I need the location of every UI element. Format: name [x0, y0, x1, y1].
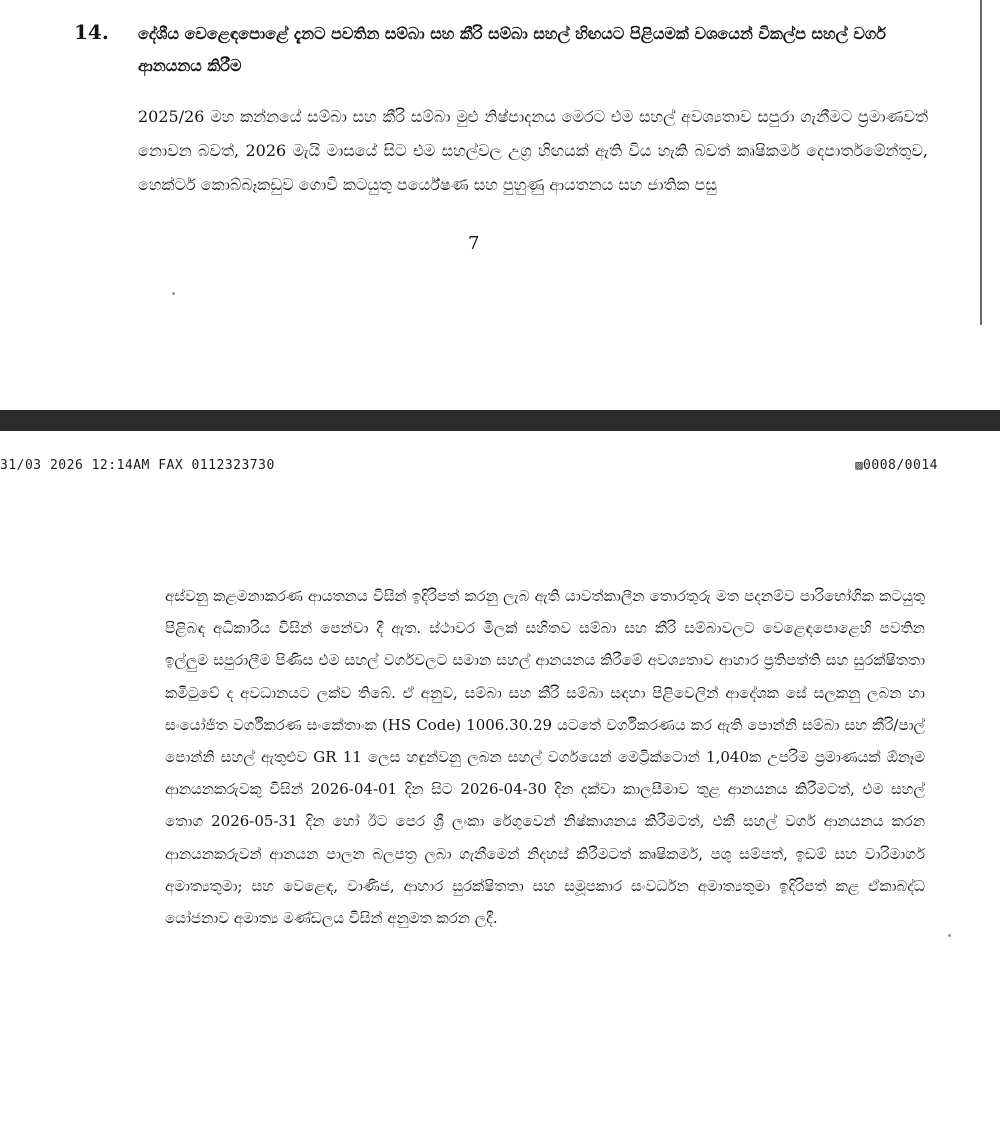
upper-page: [0, 0, 1000, 410]
fax-page-icon: ▨: [855, 458, 864, 472]
scan-speck: [172, 292, 175, 295]
fax-header-line: 31/03 2026 12:14AM FAX 0112323730: [0, 458, 275, 473]
fax-page-number: 0008/0014: [863, 458, 938, 473]
margin-rule: [980, 0, 982, 325]
item-number: 14.: [74, 20, 109, 44]
scan-speck: [948, 934, 951, 937]
item-heading: දේශීය වෙළෙඳපොළේ දැනට පවතින සම්බා සහ කීරි සම්බා සහල් හිඟයට පිළියමක් වශයෙන් විකල්ප සහල් වර්ග ආනයනය කිරීම: [138, 24, 886, 75]
page-number: 7: [468, 233, 480, 254]
page-separator-band: [0, 410, 1000, 431]
upper-body-paragraph: 2025/26 මහ කන්නයේ සම්බා සහ කීරි සම්බා මුළු නිෂ්පාදනය මෙරට එම සහල් අවශ්‍යතාව සපුරා ගැනීමට ප්‍රමාණවත් නොවන බවත්, 2026 මැයි මාසයේ සිට එම සහල්වල උග්‍ර හිඟයක් ඇති විය හැකි බවත් කෘෂිකර්ම දෙපාර්තමේන්තුව, හෙක්ටර් කොබ්බෑකඩුව ගොවි කටයුතු පර්යේෂණ සහ පුහුණු ආයතනය සහ ජාතික පසු: [138, 107, 928, 194]
fax-page-counter: [855, 458, 938, 473]
lower-body-paragraph: අස්වනු කළමනාකරණ ආයතනය විසින් ඉදිරිපත් කරනු ලැබ ඇති යාවත්කාලීන තොරතුරු මත පදනම්ව පාරිභෝගික කටයුතු පිළිබඳ අධිකාරිය විසින් පෙන්වා දී ඇත. ස්ථාවර මිලක් සහිතව සම්බා සහ කීරි සම්බාවලට වෙළෙඳපොළෙහි පවතින ඉල්ලුම සපුරාලීම පිණිස එම සහල් වර්ගවලට සමාන සහල් ආනයනය කිරීමේ අවශ්‍යතාව ආහාර ප්‍රතිපත්ති සහ සුරක්ෂිතතා කමිටුවේ ද අවධානයට ලක්ව තිබේ. ඒ අනුව, සම්බා සහ කීරි සම්බා සඳහා පිළිවෙලින් ආදේශක සේ සලකනු ලබන හා සංයෝජිත වර්ගීකරණ සංකේතාංක (HS Code) 1006.30.29 යටතේ වර්ගීකරණය කර ඇති පොන්නි සම්බා සහ කීරි/පාල් පොන්නි සහල් ඇතුළුව GR 11 ලෙස හඳුන්වනු ලබන සහල් වර්ගයෙන් මෙට්‍රික්ටොන් 1,040ක උපරිම ප්‍රමාණයක් ඕනෑම ආනයනකරුවකු විසින් 2026-04-01 දින සිට 2026-04-30 දින දක්වා කාලසීමාව තුළ ආනයනය කිරීමටත්, එම සහල් තොග 2026-05-31 දින හෝ ඊට පෙර ශ්‍රී ලංකා රේගුවෙන් නිෂ්කාශනය කිරීමටත්, එකී සහල් වර්ග ආනයනය කරන ආනයනකරුවන් ආනයන පාලන බලපත්‍ර ලබා ගැනීමෙන් නිදහස් කිරීමටත් කෘෂිකර්ම, පශු සම්පත්, ඉඩම් සහ වාරිමාර්ග අමාත්‍යතුමා; සහ වෙළෙඳ, වාණිජ, ආහාර සුරක්ෂිතතා සහ සමූපකාර සංවර්ධන අමාත්‍යතුමා ඉදිරිපත් කළ ඒකාබද්ධ යෝජනාව අමාත්‍ය මණ්ඩලය විසින් අනුමත කරන ලදී.: [165, 587, 925, 928]
